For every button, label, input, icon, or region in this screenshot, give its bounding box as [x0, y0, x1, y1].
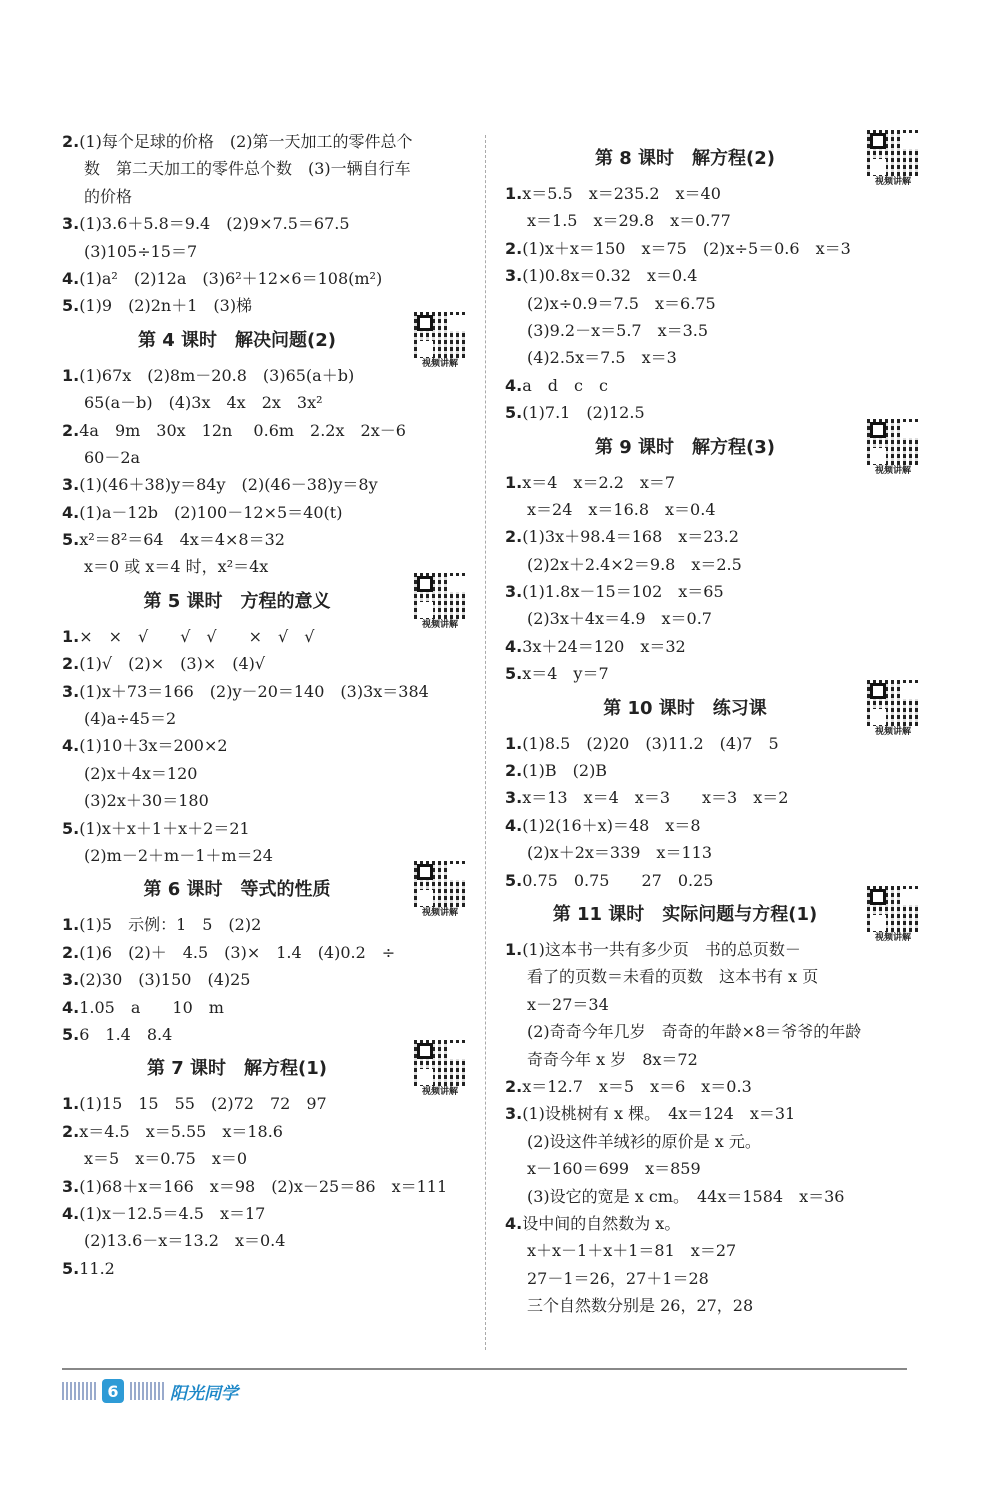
answer-text: (2)3x＋4x＝4.9 x＝0.7	[527, 609, 712, 629]
qr-code-icon[interactable]: 视频讲解	[414, 1040, 466, 1098]
answer-line	[62, 183, 472, 210]
answer-line	[505, 812, 925, 839]
section-10-answers	[505, 730, 925, 894]
answer-text: 65(a－b) (4)3x 4x 2x 3x²	[84, 393, 323, 413]
answer-line	[62, 155, 472, 182]
question-number: 1.	[505, 733, 523, 753]
section-title: 第 4 课时 解决问题(2)	[137, 329, 337, 351]
answer-text: 奇奇今年 x 岁 8x＝72	[527, 1049, 698, 1069]
answer-line	[505, 317, 925, 344]
answer-text: (1)15 15 55 (2)72 72 97	[79, 1094, 327, 1114]
question-number: 1.	[62, 1094, 80, 1114]
answer-line	[62, 553, 472, 580]
question-number: 5.	[62, 818, 80, 838]
brand-logo: 阳光同学	[170, 1383, 238, 1404]
answer-text: (3)2x＋30＝180	[84, 791, 209, 811]
answer-text: (1)a² (2)12a (3)6²＋12×6＝108(m²)	[79, 268, 383, 288]
answer-text: (2)m－2＋m－1＋m＝24	[84, 845, 273, 865]
answer-line	[505, 207, 925, 234]
qr-code-icon[interactable]: 视频讲解	[867, 886, 919, 944]
answer-text: (2)设这件羊绒衫的原价是 x 元。	[527, 1131, 761, 1151]
answer-text: (1)9 (2)2n＋1 (3)梯	[79, 296, 253, 316]
answer-line	[62, 471, 472, 498]
answer-text: 4a 9m 30x 12n 0.6m 2.2x 2x－6	[79, 420, 406, 440]
answer-text: 1.05 a 10 m	[79, 997, 224, 1017]
answer-text: x＝5 x＝0.75 x＝0	[84, 1149, 248, 1169]
question-number: 2.	[62, 420, 80, 440]
answer-text: (1)设桃树有 x 棵。 4x＝124 x＝31	[522, 1104, 796, 1124]
answer-line	[62, 1118, 472, 1145]
question-number: 1.	[62, 626, 80, 646]
answer-text: (1)6 (2)＋ 4.5 (3)× 1.4 (4)0.2 ÷	[79, 942, 396, 962]
answer-line	[62, 238, 472, 265]
section-title: 第 11 课时 实际问题与方程(1)	[552, 903, 818, 925]
answer-line	[505, 1073, 925, 1100]
answer-line	[62, 210, 472, 237]
qr-code-icon[interactable]: 视频讲解	[414, 573, 466, 631]
answer-text: x＝4.5 x＝5.55 x＝18.6	[79, 1121, 283, 1141]
answer-line	[505, 344, 925, 371]
answer-text: (1)0.8x＝0.32 x＝0.4	[522, 266, 698, 286]
answer-text: x＝24 x＝16.8 x＝0.4	[527, 499, 716, 519]
page-number: 6	[102, 1379, 124, 1403]
answer-line	[62, 787, 472, 814]
answer-text: 设中间的自然数为 x。	[522, 1213, 681, 1233]
answer-text: (3)105÷15＝7	[84, 241, 198, 261]
question-number: 2.	[62, 942, 80, 962]
answer-line	[62, 499, 472, 526]
answer-line	[62, 389, 472, 416]
qr-code-icon[interactable]: 视频讲解	[414, 861, 466, 919]
answer-line	[505, 290, 925, 317]
left-column	[62, 128, 472, 1282]
section-title: 第 7 课时 解方程(1)	[146, 1058, 328, 1080]
answer-text: (4)2.5x＝7.5 x＝3	[527, 348, 677, 368]
answer-text: (4)a÷45＝2	[84, 709, 177, 729]
answer-line	[505, 867, 925, 894]
answer-text: x＋x－1＋x＋1＝81 x＝27	[527, 1241, 737, 1261]
answer-text: 11.2	[79, 1258, 115, 1278]
answer-line	[62, 1200, 472, 1227]
question-number: 3.	[505, 1104, 523, 1124]
answer-line	[62, 842, 472, 869]
question-number: 4.	[62, 997, 80, 1017]
answer-text: (1)3.6＋5.8＝9.4 (2)9×7.5＝67.5	[79, 214, 350, 234]
column-divider	[485, 135, 486, 1350]
question-number: 4.	[505, 1213, 523, 1233]
answer-text: (1)2(16＋x)＝48 x＝8	[522, 815, 701, 835]
answer-line	[505, 235, 925, 262]
answer-line	[505, 399, 925, 426]
answer-line	[62, 1090, 472, 1117]
answer-line	[505, 605, 925, 632]
answer-line	[62, 1227, 472, 1254]
section-title: 第 8 课时 解方程(2)	[594, 148, 776, 169]
answer-text: x－160＝699 x＝859	[527, 1159, 701, 1179]
question-number: 5.	[505, 403, 523, 423]
answer-text: (1)√ (2)× (3)× (4)√	[79, 654, 266, 674]
answer-line	[505, 180, 925, 207]
answer-line	[62, 939, 472, 966]
answer-text: a d c c	[522, 375, 608, 395]
answer-text: x²＝8²＝64 4x＝4×8＝32	[79, 530, 285, 550]
qr-code-icon[interactable]: 视频讲解	[414, 312, 466, 370]
section-heading	[505, 138, 925, 187]
answer-text: (1)7.1 (2)12.5	[522, 403, 645, 423]
answer-line	[505, 496, 925, 523]
section-heading	[62, 869, 472, 919]
answer-text: 27－1＝26，27＋1＝28	[527, 1268, 709, 1288]
question-number: 4.	[62, 268, 80, 288]
answer-text: (2)奇奇今年几岁 奇奇的年龄×8＝爷爷的年龄	[527, 1022, 862, 1042]
answer-line	[62, 417, 472, 444]
answer-line	[62, 678, 472, 705]
answer-text: x＝4 y＝7	[522, 664, 609, 684]
answer-text: (1)B (2)B	[522, 761, 608, 781]
answer-line	[505, 660, 925, 687]
decorative-stripe	[130, 1382, 164, 1400]
section-title: 第 9 课时 解方程(3)	[594, 436, 776, 458]
qr-code-icon[interactable]: 视频讲解	[867, 130, 919, 188]
page-footer	[62, 1376, 238, 1406]
answer-line	[62, 265, 472, 292]
question-number: 3.	[62, 475, 80, 495]
answer-text: (2)2x＋2.4×2＝9.8 x＝2.5	[527, 554, 742, 574]
question-number: 5.	[505, 664, 523, 684]
question-number: 2.	[62, 654, 80, 674]
answer-line	[505, 839, 925, 866]
answer-text: 6 1.4 8.4	[79, 1024, 173, 1044]
section-heading	[505, 894, 925, 943]
question-number: 3.	[62, 970, 80, 990]
answer-text: 的价格	[84, 186, 133, 206]
right-column	[505, 138, 925, 1319]
section-title: 第 5 课时 方程的意义	[143, 590, 331, 612]
answer-text: 三个自然数分别是 26，27，28	[527, 1296, 754, 1316]
answer-text: (2)13.6－x＝13.2 x＝0.4	[84, 1231, 286, 1251]
answer-line	[505, 578, 925, 605]
question-number: 5.	[62, 1024, 80, 1044]
question-number: 2.	[505, 1076, 523, 1096]
answer-text: (1)每个足球的价格 (2)第一天加工的零件总个	[79, 132, 413, 151]
question-number: 5.	[62, 296, 80, 316]
answer-line	[505, 757, 925, 784]
question-number: 3.	[62, 681, 80, 701]
answer-line	[505, 1128, 925, 1155]
question-number: 4.	[62, 1203, 80, 1223]
answer-text: (1)67x (2)8m－20.8 (3)65(a＋b)	[79, 365, 355, 385]
answer-line	[505, 730, 925, 757]
answer-line	[62, 444, 472, 471]
qr-code-icon[interactable]: 视频讲解	[867, 419, 919, 477]
question-number: 3.	[505, 788, 523, 808]
qr-code-icon[interactable]: 视频讲解	[867, 680, 919, 738]
question-number: 4.	[505, 815, 523, 835]
answer-line	[505, 1018, 925, 1045]
answer-line	[62, 362, 472, 389]
answer-text: x＝12.7 x＝5 x＝6 x＝0.3	[522, 1076, 752, 1096]
answer-line	[62, 1145, 472, 1172]
answer-line	[62, 705, 472, 732]
section-11-answers	[505, 936, 925, 1319]
answer-text: (1)10＋3x＝200×2	[79, 736, 228, 756]
answer-text: (2)x＋4x＝120	[84, 763, 198, 783]
answer-line	[62, 760, 472, 787]
answer-line	[505, 1265, 925, 1292]
answer-text: (1)x＋x＋1＋x＋2＝21	[79, 818, 250, 838]
answer-text: (1)x－12.5＝4.5 x＝17	[79, 1203, 266, 1223]
answer-text: (3)9.2－x＝5.7 x＝3.5	[527, 320, 709, 340]
answer-line	[62, 650, 472, 677]
answer-text: 60－2a	[84, 447, 141, 467]
answer-line	[505, 372, 925, 399]
answer-line	[62, 966, 472, 993]
answer-text: (1)5 示例：1 5 (2)2	[79, 915, 262, 935]
answer-line	[62, 1173, 472, 1200]
answer-line	[62, 1255, 472, 1282]
answer-line	[505, 936, 925, 963]
answer-text: x＝0 或 x＝4 时，x²＝4x	[84, 557, 269, 577]
answer-text: 0.75 0.75 27 0.25	[522, 870, 714, 890]
question-number: 1.	[505, 939, 523, 959]
question-number: 4.	[62, 736, 80, 756]
answer-line	[505, 523, 925, 550]
answer-text: x＝1.5 x＝29.8 x＝0.77	[527, 211, 731, 231]
answer-text: (1)(46＋38)y＝84y (2)(46－38)y＝8y	[79, 475, 378, 495]
answer-line	[62, 911, 472, 938]
answer-text: (2)30 (3)150 (4)25	[79, 970, 251, 990]
section-8-answers	[505, 180, 925, 427]
answer-text: (1)这本书一共有多少页 书的总页数－	[522, 939, 801, 959]
answer-text: x＝5.5 x＝235.2 x＝40	[522, 184, 721, 203]
answer-text: (1)8.5 (2)20 (3)11.2 (4)7 5	[522, 733, 779, 753]
answer-text: (3)设它的宽是 x cm。 44x＝1584 x＝36	[527, 1186, 845, 1206]
answer-line	[505, 963, 925, 990]
answer-text: (2)x÷0.9＝7.5 x＝6.75	[527, 293, 716, 313]
answer-text: x－27＝34	[527, 994, 609, 1014]
answer-text: (1)x＋x＝150 x＝75 (2)x÷5＝0.6 x＝3	[522, 238, 851, 258]
question-number: 3.	[505, 266, 523, 286]
answer-line	[505, 1210, 925, 1237]
answer-line	[505, 1100, 925, 1127]
question-number: 2.	[505, 527, 523, 547]
answer-text: (1)68＋x＝166 x＝98 (2)x－25＝86 x＝111	[79, 1176, 448, 1196]
answer-line	[505, 1046, 925, 1073]
answer-text: × × √ √ √ × √ √	[79, 626, 315, 646]
section-6-answers	[62, 911, 472, 1048]
question-number: 3.	[62, 1176, 80, 1196]
question-number: 5.	[505, 870, 523, 890]
answer-text: 看了的页数＝未看的页数 这本书有 x 页	[527, 967, 819, 987]
section-title: 第 10 课时 练习课	[603, 697, 767, 719]
question-number: 3.	[505, 582, 523, 602]
section-4-answers	[62, 362, 472, 581]
answer-text: (1)3x＋98.4＝168 x＝23.2	[522, 527, 739, 547]
question-number: 5.	[62, 1258, 80, 1278]
footer-rule	[62, 1368, 907, 1370]
answer-line	[505, 633, 925, 660]
section-5-answers	[62, 623, 472, 870]
section-3-answers	[62, 128, 472, 320]
answer-line	[505, 1237, 925, 1264]
answer-line	[505, 551, 925, 578]
answer-text: x＝4 x＝2.2 x＝7	[522, 472, 676, 492]
answer-text: (2)x＋2x＝339 x＝113	[527, 843, 712, 863]
answer-line	[505, 784, 925, 811]
answer-line	[62, 994, 472, 1021]
answer-line	[505, 469, 925, 496]
section-heading	[505, 688, 925, 737]
question-number: 5.	[62, 530, 80, 550]
question-number: 2.	[62, 1121, 80, 1141]
answer-text: (1)1.8x－15＝102 x＝65	[522, 582, 724, 602]
answer-text: (1)a－12b (2)100－12×5＝40(t)	[79, 502, 343, 522]
question-number: 4.	[505, 636, 523, 656]
section-9-answers	[505, 469, 925, 688]
question-number: 3.	[62, 214, 80, 234]
section-heading	[505, 427, 925, 476]
answer-text: (1)x＋73＝166 (2)y－20＝140 (3)3x＝384	[79, 681, 429, 701]
section-heading	[62, 320, 472, 369]
answer-line	[505, 1155, 925, 1182]
answer-line	[505, 991, 925, 1018]
question-number: 1.	[505, 184, 523, 203]
answer-line	[62, 128, 472, 155]
section-7-answers	[62, 1090, 472, 1282]
answer-text: x＝13 x＝4 x＝3 x＝3 x＝2	[522, 788, 789, 808]
question-number: 1.	[505, 472, 523, 492]
answer-line	[505, 262, 925, 289]
answer-line	[62, 732, 472, 759]
question-number: 4.	[62, 502, 80, 522]
section-title: 第 6 课时 等式的性质	[143, 879, 331, 901]
answer-line	[62, 526, 472, 553]
answer-line	[62, 1021, 472, 1048]
question-number: 4.	[505, 375, 523, 395]
answer-line	[505, 1292, 925, 1319]
question-number: 2.	[62, 132, 80, 151]
answer-line	[62, 815, 472, 842]
answer-line	[62, 292, 472, 319]
question-number: 2.	[505, 761, 523, 781]
section-heading	[62, 1048, 472, 1098]
question-number: 1.	[62, 915, 80, 935]
question-number: 1.	[62, 365, 80, 385]
answer-text: 数 第二天加工的零件总个数 (3)一辆自行车	[84, 159, 411, 179]
answer-line	[62, 623, 472, 650]
decorative-stripe	[62, 1382, 96, 1400]
answer-line	[505, 1183, 925, 1210]
question-number: 2.	[505, 238, 523, 258]
answer-text: 3x＋24＝120 x＝32	[522, 636, 686, 656]
section-heading	[62, 581, 472, 630]
